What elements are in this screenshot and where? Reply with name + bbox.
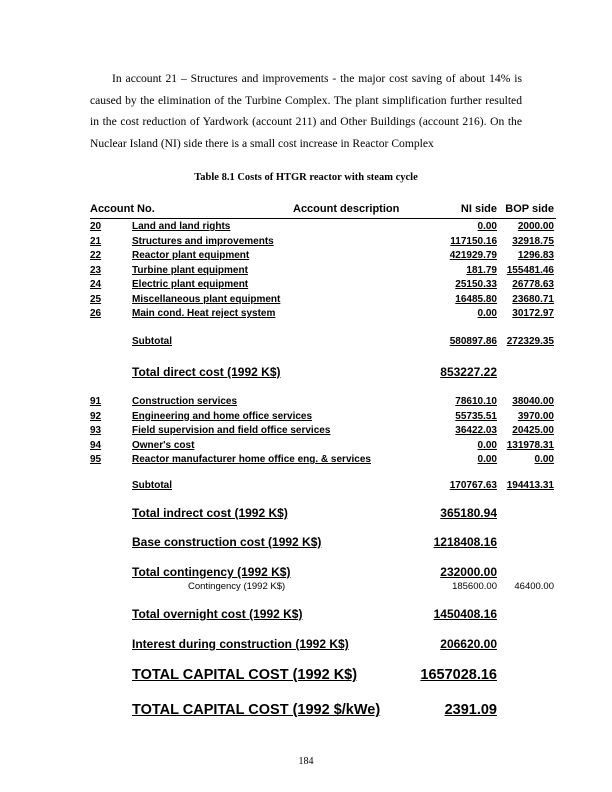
header-ni: NI side	[460, 203, 497, 215]
total-capital-k-value: 1657028.16	[420, 667, 497, 683]
bop-side-value: 0.00	[534, 454, 554, 465]
ni-side-value: 117150.16	[450, 235, 497, 247]
bop-side-value: 131978.31	[506, 439, 554, 451]
bop-side-value: 38040.00	[512, 396, 554, 407]
ni-side-value: 55735.51	[455, 410, 497, 422]
ni-side-value: 0.00	[477, 221, 497, 232]
ni-side-value: 181.79	[466, 264, 497, 276]
contingency-label: Contingency (1992 K$)	[188, 581, 286, 592]
indirect-subtotal-bop: 194413.31	[506, 480, 554, 491]
account-description: Field supervision and field office services	[132, 425, 331, 436]
ni-side-value: 16485.80	[455, 293, 497, 305]
total-contingency-label: Total contingency (1992 K$)	[132, 565, 291, 579]
total-direct-label: Total direct cost (1992 K$)	[132, 365, 281, 379]
account-description: Owner's cost	[132, 439, 195, 451]
bop-side-value: 26778.63	[512, 279, 554, 290]
ni-side-value: 78610.10	[455, 396, 497, 407]
contingency-bop: 46400.00	[514, 581, 554, 592]
ni-side-value: 421929.79	[449, 250, 497, 261]
ni-side-value: 0.00	[477, 308, 497, 319]
intro-paragraph: In account 21 – Structures and improvements - the major cost saving of about 14% is caused by the elimination of the Turbine Complex. The plant simplification further resulted in the cost reduction of Yardwork (account 211) and Other Buildings (account 216). On the Nuclear Island (NI) side there is a small cost increase in Reactor Complex	[90, 72, 522, 150]
contingency-ni: 185600.00	[452, 581, 497, 592]
account-number: 26	[90, 308, 102, 319]
direct-subtotal-label: Subtotal	[132, 336, 172, 347]
bop-side-value: 2000.00	[517, 221, 554, 232]
account-number: 25	[90, 293, 102, 305]
direct-subtotal-ni: 580897.86	[449, 336, 497, 347]
bop-side-value: 30172.97	[512, 308, 554, 319]
account-description: Construction services	[132, 396, 238, 407]
header-rule	[90, 218, 556, 219]
ni-side-value: 0.00	[477, 439, 497, 451]
account-description: Electric plant equipment	[132, 279, 249, 290]
total-capital-k-label: TOTAL CAPITAL COST (1992 K$)	[132, 667, 358, 683]
account-number: 91	[90, 396, 102, 407]
account-description: Main cond. Heat reject system	[132, 308, 276, 319]
account-number: 24	[90, 279, 102, 290]
interest-value: 206620.00	[440, 637, 497, 651]
account-number: 94	[90, 439, 102, 451]
account-number: 93	[90, 425, 102, 436]
account-number: 20	[90, 221, 102, 232]
table-caption: Table 8.1 Costs of HTGR reactor with steam cycle	[194, 172, 418, 183]
account-number: 23	[90, 264, 102, 276]
total-indirect-label: Total indrect cost (1992 K$)	[132, 506, 288, 520]
account-description: Land and land rights	[132, 221, 231, 232]
account-description: Miscellaneous plant equipment	[132, 293, 281, 305]
bop-side-value: 23680.71	[512, 293, 554, 305]
account-description: Reactor plant equipment	[132, 250, 250, 261]
total-overnight-label: Total overnight cost (1992 K$)	[132, 607, 303, 621]
bop-side-value: 32918.75	[512, 235, 554, 247]
bop-side-value: 3970.00	[517, 410, 554, 422]
bop-side-value: 1296.83	[517, 250, 554, 261]
account-description: Engineering and home office services	[132, 410, 313, 422]
direct-subtotal-bop: 272329.35	[506, 336, 554, 347]
account-description: Structures and improvements	[132, 235, 274, 247]
account-description: Reactor manufacturer home office eng. & services	[132, 454, 371, 465]
total-overnight-value: 1450408.16	[433, 607, 497, 621]
account-number: 92	[90, 410, 102, 422]
total-capital-kwe-value: 2391.09	[444, 702, 497, 718]
ni-side-value: 25150.33	[455, 279, 497, 290]
ni-side-value: 36422.03	[455, 425, 497, 436]
ni-side-value: 0.00	[477, 454, 497, 465]
total-indirect-value: 365180.94	[440, 506, 497, 520]
base-construction-label: Base construction cost (1992 K$)	[132, 535, 322, 549]
base-construction-value: 1218408.16	[433, 535, 497, 549]
page-number: 184	[298, 756, 314, 767]
account-description: Turbine plant equipment	[132, 264, 248, 276]
indirect-subtotal-label: Subtotal	[132, 480, 172, 491]
total-capital-kwe-label: TOTAL CAPITAL COST (1992 $/kWe)	[132, 702, 381, 718]
bop-side-value: 20425.00	[512, 425, 554, 436]
account-number: 95	[90, 454, 102, 465]
account-number: 21	[90, 235, 102, 247]
account-number: 22	[90, 250, 102, 261]
bop-side-value: 155481.46	[506, 264, 554, 276]
header-bop: BOP side	[505, 203, 554, 215]
header-account: Account No.	[90, 203, 155, 215]
total-contingency-value: 232000.00	[440, 565, 497, 579]
interest-label: Interest during construction (1992 K$)	[132, 637, 349, 651]
header-description: Account description	[293, 203, 400, 215]
total-direct-value: 853227.22	[440, 365, 497, 379]
indirect-subtotal-ni: 170767.63	[449, 480, 497, 491]
